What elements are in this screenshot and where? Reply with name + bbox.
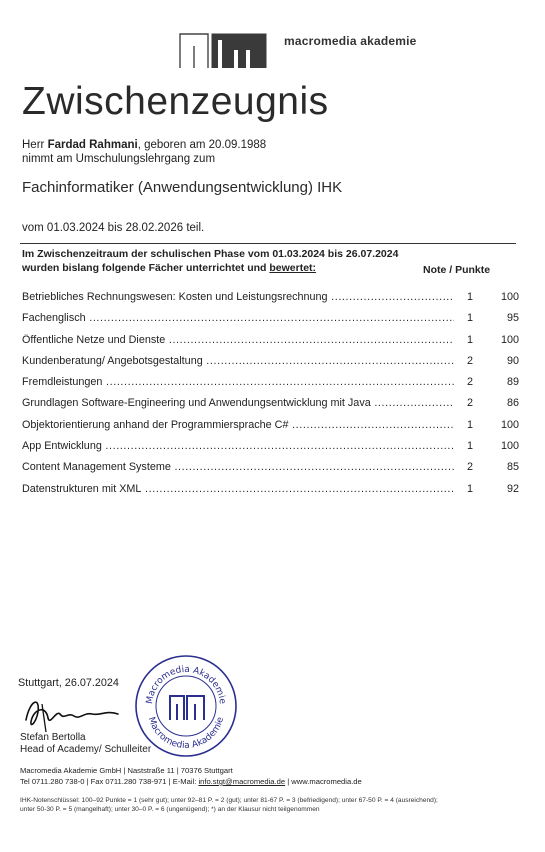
subject-row: [22, 376, 522, 397]
subject-row: [22, 397, 522, 418]
subject-points: 92: [506, 482, 519, 495]
stamp-text-bottom: Macromedia Akademie: [145, 715, 227, 752]
subject-points: 90: [506, 354, 519, 367]
subject-grade: 1: [466, 440, 473, 453]
subject-row: [22, 312, 522, 333]
subject-name: Datenstrukturen mit XML .....: [22, 483, 454, 495]
subject-name: Fachenglisch .....: [22, 312, 454, 324]
subject-grade: 1: [466, 418, 473, 431]
document-title: Zwischenzeugnis: [22, 80, 329, 123]
subject-row: [22, 419, 522, 440]
subject-points: 100: [500, 418, 519, 431]
footer-contact: [20, 777, 362, 786]
subject-points: 95: [506, 312, 519, 325]
subject-points: 86: [506, 397, 519, 410]
svg-text:Macromedia Akademie: [146, 716, 226, 751]
subject-name: App Entwicklung .....: [22, 440, 454, 452]
footer-contact-prefix: Tel 0711.280 738-0 | Fax 0711.280 738-971 | E-Mail:: [20, 777, 199, 786]
subject-name: Content Management Systeme .....: [22, 461, 454, 473]
footer-email-link[interactable]: info.stgt@macromedia.de: [198, 777, 286, 786]
program-title: Fachinformatiker (Anwendungsentwicklung) IHK: [22, 179, 343, 196]
subject-name: Objektorientierung anhand der Programmiersprache C# .....: [22, 419, 454, 431]
footer-contact-suffix: | www.macromedia.de: [285, 777, 362, 786]
subject-list: [22, 291, 522, 504]
subject-grade: 1: [466, 312, 473, 325]
signer-role: Head of Academy/ Schulleiter: [20, 744, 152, 755]
subject-grade: 1: [466, 333, 473, 346]
signer-name: Stefan Bertolla: [20, 732, 86, 743]
macromedia-logo-icon: [178, 26, 270, 70]
salutation: Herr: [22, 139, 45, 151]
brand-name: macromedia akademie: [284, 34, 417, 48]
subject-points: 100: [500, 333, 519, 346]
subject-row: [22, 334, 522, 355]
official-stamp-icon: [132, 652, 240, 760]
subject-name: Grundlagen Software-Engineering und Anwendungsentwicklung mit Java .....: [22, 397, 454, 409]
subject-points: 100: [500, 440, 519, 453]
subject-points: 89: [506, 376, 519, 389]
subject-points: 100: [500, 291, 519, 303]
grade-column-header: Note / Punkte: [423, 264, 491, 276]
handwritten-signature-icon: [22, 690, 132, 734]
subject-grade: 2: [466, 461, 473, 474]
subject-points: 85: [506, 461, 519, 474]
subject-row: [22, 355, 522, 376]
course-period: vom 01.03.2024 bis 28.02.2026 teil.: [22, 222, 205, 234]
birth-date-text: , geboren am 20.09.1988: [137, 139, 267, 151]
table-intro-prefix: wurden bislang folgende Fächer unterrichtet und: [22, 262, 270, 274]
divider: [20, 243, 516, 244]
subject-row: [22, 461, 522, 482]
subject-row: [22, 440, 522, 461]
footer-address: Macromedia Akademie GmbH | Naststraße 11 | 70376 Stuttgart: [20, 766, 233, 775]
table-intro-line2: [22, 262, 316, 274]
table-intro-underlined: bewertet:: [269, 262, 317, 274]
subject-grade: 2: [466, 376, 473, 389]
subject-grade: 1: [466, 291, 473, 303]
stamp-text-top: Macromedia Akademie: [144, 664, 228, 705]
participation-text: nimmt am Umschulungslehrgang zum: [22, 153, 216, 165]
subject-grade: 1: [466, 482, 473, 495]
subject-name: Kundenberatung/ Angebotsgestaltung .....: [22, 355, 454, 367]
subject-row: [22, 483, 522, 504]
subject-row: [22, 291, 522, 312]
table-intro-line1: Im Zwischenzeitraum der schulischen Phase vom 01.03.2024 bis 26.07.2024: [22, 248, 399, 260]
subject-grade: 2: [466, 354, 473, 367]
subject-name: Öffentliche Netze und Dienste .....: [22, 334, 454, 346]
subject-name: Fremdleistungen .....: [22, 376, 454, 388]
grading-key-line2: unter 50-30 P. = 5 (mangelhaft); unter 30–0 P. = 6 (ungenügend); *) an der Klausur nicht teilgenommen: [20, 806, 320, 813]
place-date: Stuttgart, 26.07.2024: [18, 677, 119, 689]
student-line: [22, 139, 266, 151]
subject-name: Betriebliches Rechnungswesen: Kosten und Leistungsrechnung .....: [22, 291, 454, 303]
subject-grade: 2: [466, 397, 473, 410]
grading-key-line1: IHK-Notenschlüssel: 100–92 Punkte = 1 (sehr gut); unter 92–81 P. = 2 (gut); unter 81-67 P. = 3 (befriedigend); unter 67-50 P. = 4 (ausreichend);: [20, 797, 438, 804]
student-name: Fardad Rahmani: [47, 139, 138, 151]
